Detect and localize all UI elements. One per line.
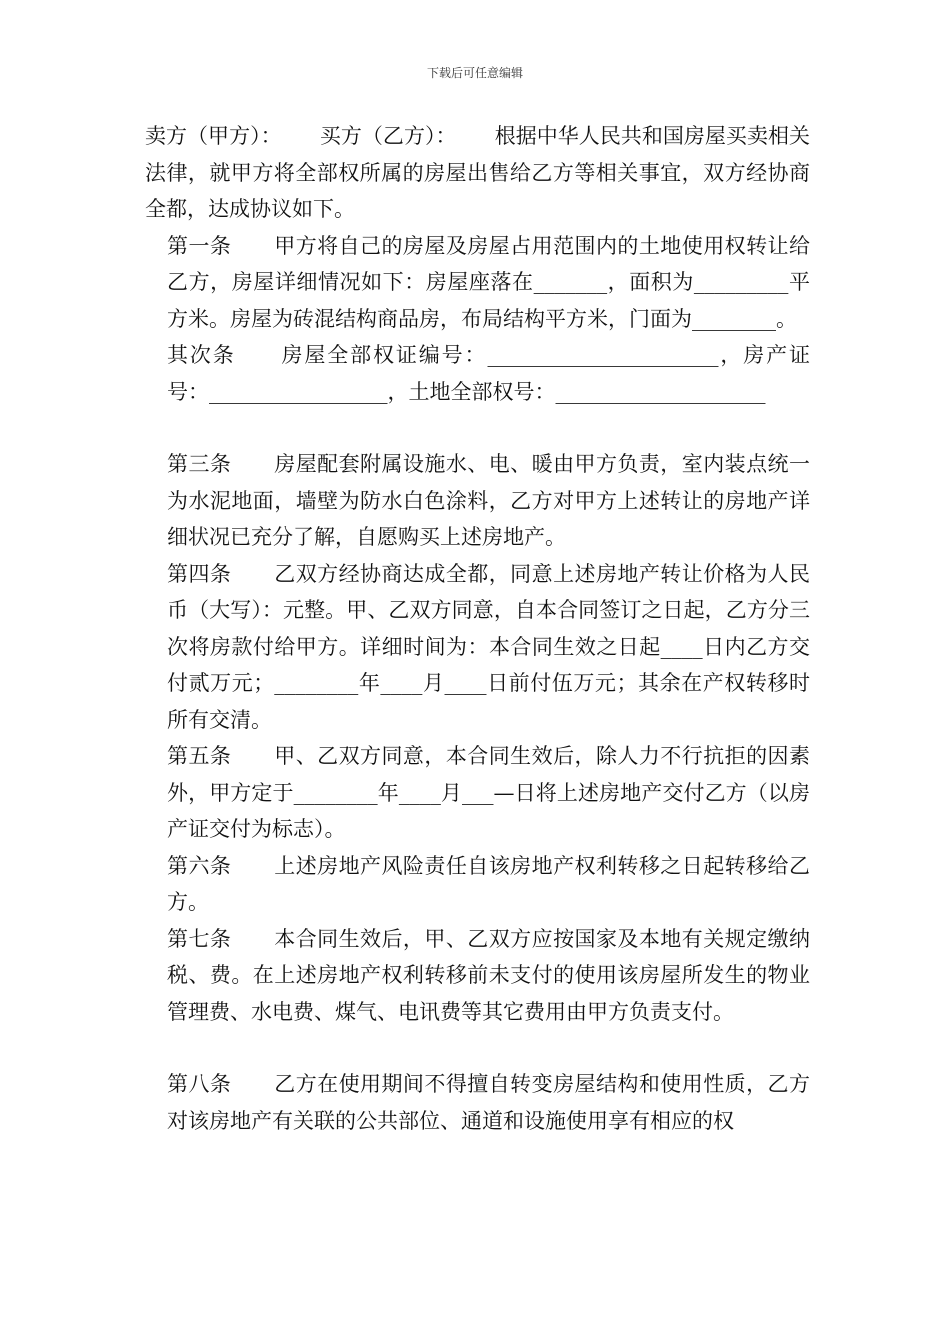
page-header: 下载后可任意编辑 bbox=[426, 66, 523, 80]
blank-gap bbox=[145, 410, 810, 446]
paragraph-article-6: 第六条 上述房地产风险责任自该房地产权利转移之日起转移给乙方。 bbox=[167, 853, 810, 914]
paragraph-article-3: 第三条 房屋配套附属设施水、电、暖由甲方负责，室内装点统一为水泥地面，墙壁为防水白色涂料，乙方对甲方上述转让的房地产详细状况已充分了解，自愿购买上述房地产。 bbox=[167, 452, 810, 549]
paragraph-article-8: 第八条 乙方在使用期间不得擅自转变房屋结构和使用性质，乙方对该房地产有关联的公共部位、通道和设施使用享有相应的权 bbox=[167, 1072, 810, 1133]
paragraph-intro: 卖方（甲方）： 买方（乙方）： 根据中华人民共和国房屋买卖相关法律，就甲方将全部权所属的房屋出售给乙方等相关事宜，双方经协商全都，达成协议如下。 bbox=[145, 124, 810, 221]
paragraph-article-7: 第七条 本合同生效后，甲、乙双方应按国家及本地有关规定缴纳税、费。在上述房地产权利转移前未支付的使用该房屋所发生的物业管理费、水电费、煤气、电讯费等其它费用由甲方负责支付。 bbox=[167, 926, 810, 1024]
paragraph-article-4: 第四条 乙双方经协商达成全都，同意上述房地产转让价格为人民币（大写）：元整。甲、乙双方同意，自本合同签订之日起，乙方分三次将房款付给甲方。详细时间为：本合同生效之日起____日内乙方交付贰万元；________年____月____日前付伍万元；其余在产权转移时所有交清。 bbox=[167, 561, 810, 732]
paragraph-article-2: 其次条 房屋全部权证编号：______________________，房产证号：_________________，土地全部权号：____________________ bbox=[167, 343, 810, 404]
paragraph-article-1: 第一条 甲方将自己的房屋及房屋占用范围内的土地使用权转让给乙方，房屋详细情况如下：房屋座落在_______，面积为_________平方米。房屋为砖混结构商品房，布局结构平方米，门面为________。 bbox=[167, 233, 810, 331]
blank-gap bbox=[145, 1030, 810, 1066]
contract-body bbox=[145, 118, 810, 1139]
paragraph-article-5: 第五条 甲、乙双方同意，本合同生效后，除人力不行抗拒的因素外，甲方定于________年____月___—日将上述房地产交付乙方（以房产证交付为标志）。 bbox=[167, 744, 810, 841]
